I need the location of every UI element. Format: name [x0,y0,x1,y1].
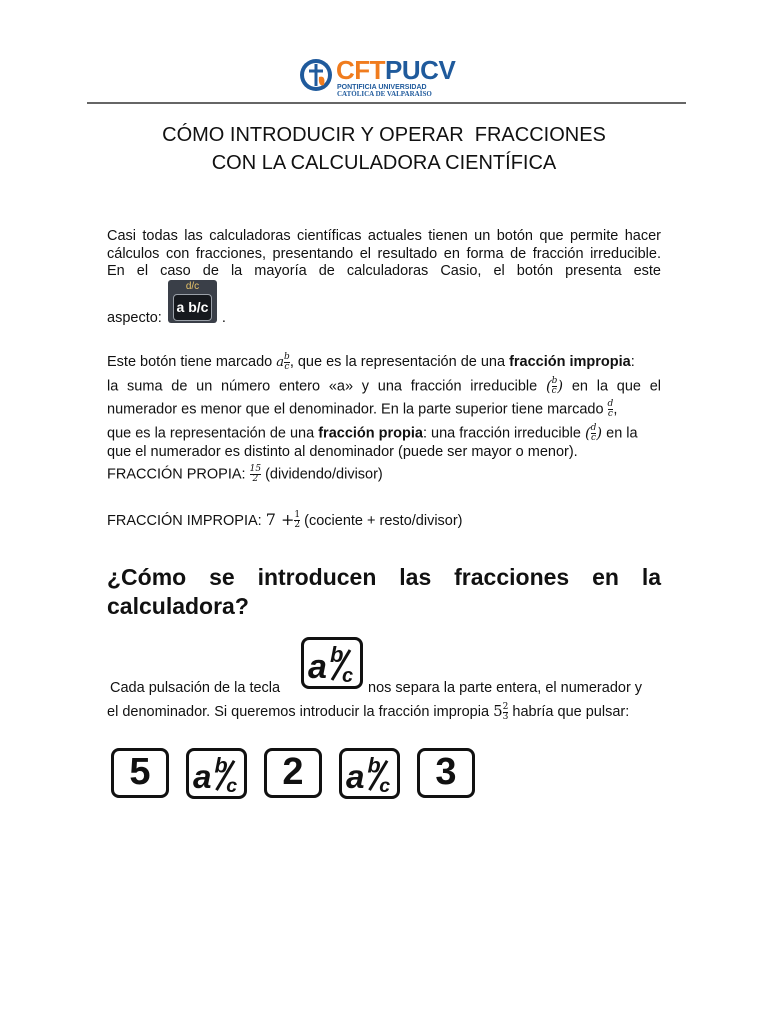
logo-wordmark: CFTPUCV [336,55,456,85]
university-emblem-icon [298,57,334,93]
fraction-15-over-2: $\frac{15}{2}$ [249,464,262,484]
fraction-d-over-c-paren: ( $\frac{d}{c}$ ) [584,423,603,443]
improper-fraction-example: FRACCIÓN IMPROPIA: 7 + $\frac{1}{2}$ (cociente + resto/divisor) [107,510,463,530]
key-3: 3 [417,748,475,798]
p2-line-1: Este botón tiene marcado a $\frac{b}{c}$ , que es la representación de una fracción impropia: [107,352,635,372]
abc-fraction-key-icon [342,751,397,796]
mixed-7-plus-half: 7 + $\frac{1}{2}$ [265,510,301,530]
document-title [87,121,681,177]
casio-fraction-button-image [168,280,217,323]
section-para-line-1b: nos separa la parte entera, el numerador y [368,680,643,696]
p2-line-2: la suma de un número entero «a» y una fracción irreducible ( $\frac{b}{c}$ ) en la que el [107,376,661,396]
svg-text:a: a [308,648,327,686]
key-2: 2 [264,748,322,798]
key-fraction-1 [186,748,247,799]
mixed-fraction-symbol: a $\frac{b}{c}$ [276,352,290,372]
p2-line-5: que el numerador es distinto al denominador (puede ser mayor o menor). [107,444,578,460]
svg-text:c: c [379,775,391,796]
title-line-1: CÓMO INTRODUCIR Y OPERAR FRACCIONES [162,124,606,146]
svg-text:b: b [330,642,344,667]
intro-line-4: aspecto: . [107,310,226,326]
section-heading-line-2: calculadora? [107,593,249,619]
svg-text:b: b [367,753,381,778]
intro-line-2: cálculos con fracciones, presentando el resultado en forma de fracción irreducible. [107,246,661,262]
svg-text:c: c [342,665,354,686]
header-divider [87,102,686,104]
casio-button-shift-label: d/c [185,281,200,292]
svg-text:c: c [226,775,238,796]
intro-line-1: Casi todas las calculadoras científicas actuales tienen un botón que permite hacer [107,228,661,244]
term-proper-fraction: fracción propia [318,425,423,442]
section-heading-line-1: ¿Cómo se introducen las fracciones en la [107,564,661,590]
logo-subtitle-1: PONTIFICIA UNIVERSIDAD [337,84,427,91]
section-para-line-1: Cada pulsación de la tecla [110,680,281,696]
proper-fraction-example: FRACCIÓN PROPIA: $\frac{15}{2}$ (dividendo/divisor) [107,464,383,484]
svg-text:a: a [346,759,365,796]
fraction-b-over-c: ( $\frac{b}{c}$ ) [545,376,564,396]
key-5: 5 [111,748,169,798]
title-line-2: CON LA CALCULADORA CIENTÍFICA [211,152,557,174]
logo-subtitle-2: CATÓLICA DE VALPARAÍSO [337,90,432,98]
svg-text:a: a [193,759,212,796]
casio-button-key-label: a b/c [173,294,212,321]
section-para-line-2: el denominador. Si queremos introducir la fracción impropia 5 $\frac{2}{3}$ habría que pulsar: [107,701,630,722]
mixed-five-two-thirds: 5 $\frac{2}{3}$ [493,701,509,722]
cftpucv-logo [296,55,456,100]
intro-line-3: En el caso de la mayoría de calculadoras Casio, el botón presenta este [107,263,661,279]
p2-line-3: numerador es menor que el denominador. En la parte superior tiene marcado $\frac{d}{c}$ , [107,399,618,419]
svg-text:b: b [214,753,228,778]
section-heading [107,563,661,621]
abc-fraction-key-icon [189,751,244,796]
p2-line-4: que es la representación de una fracción propia: una fracción irreducible ( $\frac{d}{c}$ ) en la [107,423,638,443]
fraction-d-over-c: $\frac{d}{c}$ [607,399,614,419]
term-improper-fraction: fracción impropia [509,354,631,370]
key-fraction-2 [339,748,400,799]
